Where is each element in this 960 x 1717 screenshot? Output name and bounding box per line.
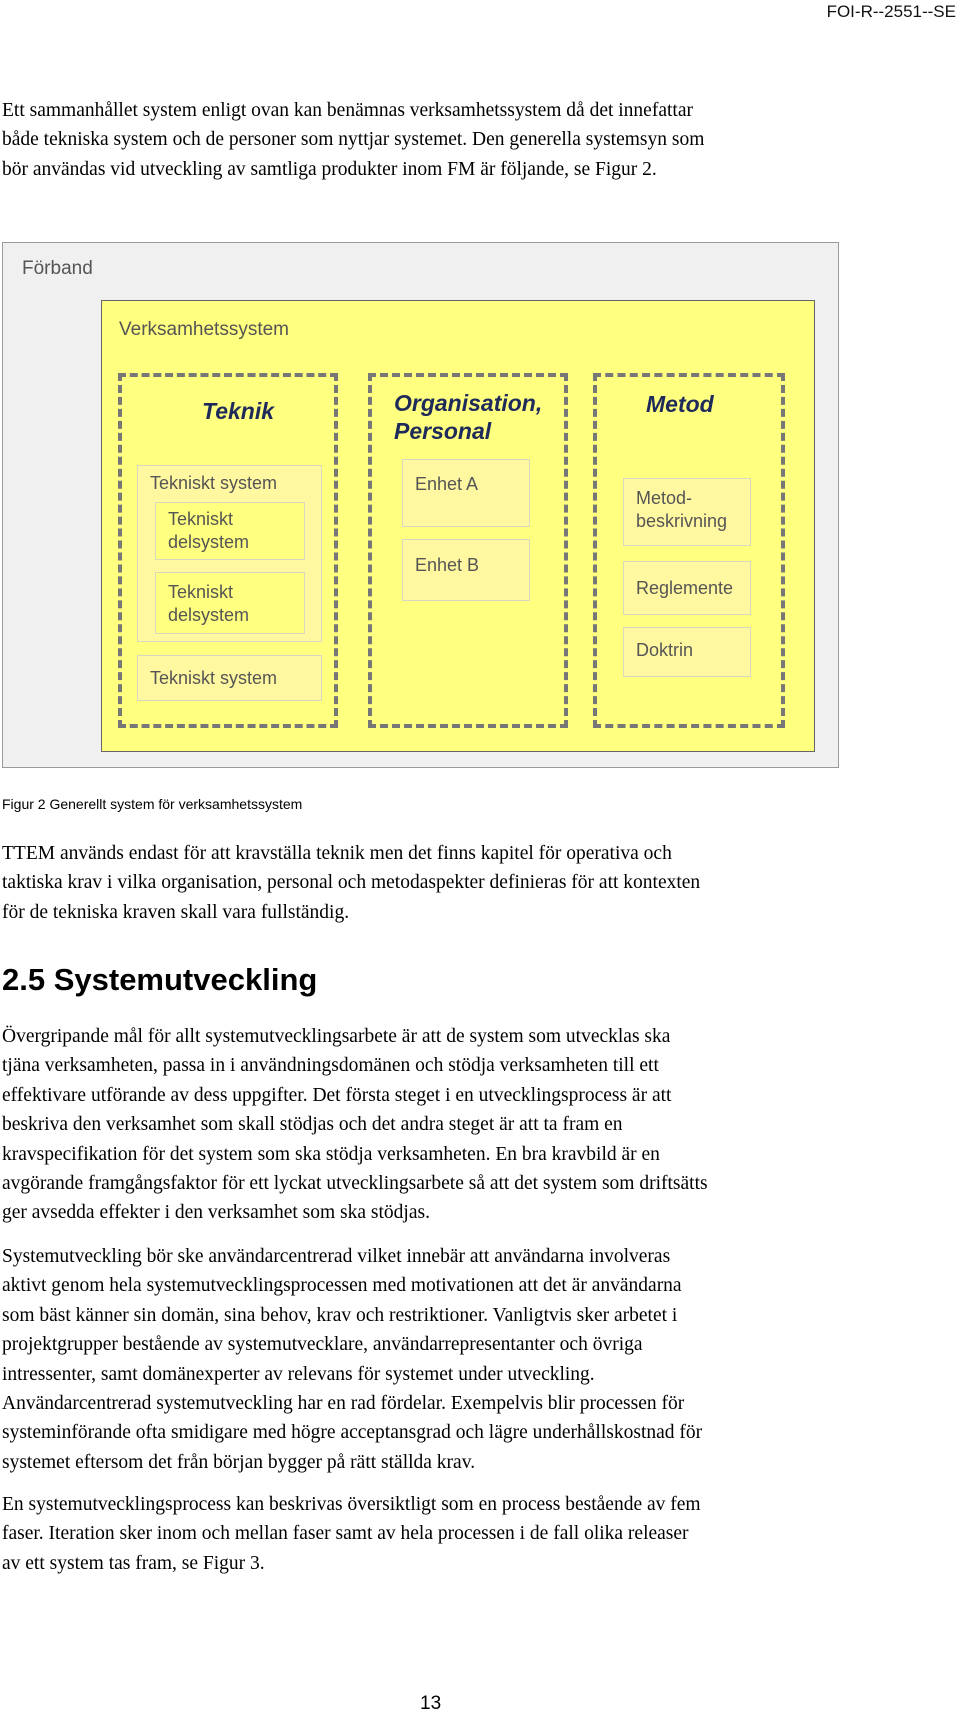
tekniskt-system-label: Tekniskt system bbox=[150, 473, 278, 493]
text-line: En systemutvecklingsprocess kan beskrivas översiktligt som en process bestående av fem bbox=[2, 1494, 701, 1515]
text-line: intressenter, samt domänexperter av relevans för systemet under utveckling. bbox=[2, 1363, 595, 1385]
text-line: Ett sammanhållet system enligt ovan kan benämnas verksamhetssystem då det innefattar bbox=[2, 100, 693, 121]
organisation-title-line: Personal bbox=[394, 418, 492, 444]
metodbeskrivning-line: Metod- bbox=[636, 488, 693, 508]
text-line: beskriva den verksamhet som skall stödjas och det andra steget är att ta fram en bbox=[2, 1114, 623, 1136]
text-line: aktivt genom hela systemutvecklingsprocessen med motivationen att det är användarna bbox=[2, 1275, 682, 1297]
text-line: ger avsedda effekter i den verksamhet som ska stödjas. bbox=[2, 1202, 430, 1224]
organisation-column bbox=[368, 373, 568, 728]
verksamhetssystem-box bbox=[101, 300, 815, 752]
text-line: som bäst känner sin domän, sina behov, krav och restriktioner. Vanligtvis sker arbetet i bbox=[2, 1304, 678, 1326]
subsystem-line: delsystem bbox=[168, 605, 250, 625]
text-line: systeminförande ofta smidigare med högre acceptansgrad och lägre underhållskostnad för bbox=[2, 1422, 703, 1444]
system-figure bbox=[2, 242, 839, 768]
enhet-b-label: Enhet B bbox=[415, 555, 480, 575]
text-line: Systemutveckling bör ske användarcentrerad vilket innebär att användarna involveras bbox=[2, 1246, 671, 1267]
text-line: avgörande framgångsfaktor för ett lyckat utvecklingsarbete så att det system som driftsätts bbox=[2, 1173, 708, 1195]
text-line: både tekniska system och de personer som nyttjar systemet. Den generella systemsyn som bbox=[2, 129, 705, 151]
text-line: av ett system tas fram, se Figur 3. bbox=[2, 1552, 265, 1574]
paragraph-goals bbox=[2, 1022, 872, 1228]
paragraph-process bbox=[2, 1490, 872, 1578]
text-line: effektivare utförande av dess uppgifter. Det första steget i en utvecklingsprocess är att bbox=[2, 1084, 672, 1106]
enhet-b-box bbox=[402, 539, 530, 601]
text-line: TTEM används endast för att kravställa teknik men det finns kapitel för operativa och bbox=[2, 843, 672, 864]
tekniskt-system-box bbox=[137, 655, 322, 701]
intro-paragraph bbox=[2, 96, 872, 184]
enhet-a-box bbox=[402, 459, 530, 527]
reglemente-label: Reglemente bbox=[636, 578, 734, 598]
doktrin-label: Doktrin bbox=[636, 640, 694, 660]
text-line: bör användas vid utveckling av samtliga produkter inom FM är följande, se Figur 2. bbox=[2, 158, 657, 180]
organisation-title bbox=[394, 389, 542, 445]
page-number: 13 bbox=[420, 1693, 442, 1714]
subsystem-line: delsystem bbox=[168, 532, 250, 552]
verksamhetssystem-label: Verksamhetssystem bbox=[119, 319, 289, 340]
text-line: projektgrupper bestående av systemutvecklare, användarrepresentanter och övriga bbox=[2, 1334, 643, 1356]
text-line: kravspecifikation för det system som ska stödja verksamheten. En bra kravbild är en bbox=[2, 1143, 660, 1165]
teknik-column bbox=[118, 373, 338, 728]
document-id: FOI-R--2551--SE bbox=[826, 2, 956, 21]
enhet-a-label: Enhet A bbox=[415, 474, 479, 494]
tekniskt-system-group bbox=[137, 465, 322, 642]
ttem-paragraph bbox=[2, 839, 872, 927]
metod-title: Metod bbox=[646, 391, 714, 417]
subsystem-line: Tekniskt bbox=[168, 509, 234, 529]
metodbeskrivning-box bbox=[623, 478, 751, 546]
reglemente-box bbox=[623, 561, 751, 615]
tekniskt-system-single-label: Tekniskt system bbox=[150, 668, 278, 688]
text-line: faser. Iteration sker inom och mellan faser samt av hela processen i de fall olika releaser bbox=[2, 1523, 689, 1545]
paragraph-user-centered bbox=[2, 1242, 872, 1477]
text-line: taktiska krav i vilka organisation, personal och metodaspekter definieras för att kontexten bbox=[2, 872, 701, 894]
subsystem-line: Tekniskt bbox=[168, 582, 234, 602]
text-line: systemet eftersom det från början bygger på rätt ställda krav. bbox=[2, 1451, 476, 1473]
text-line: Användarcentrerad systemutveckling har en rad fördelar. Exempelvis blir processen för bbox=[2, 1393, 685, 1415]
text-line: Övergripande mål för allt systemutvecklingsarbete är att de system som utvecklas ska bbox=[2, 1026, 671, 1047]
forband-label: Förband bbox=[22, 258, 93, 279]
tekniskt-delsystem-box bbox=[155, 572, 305, 634]
doktrin-box bbox=[623, 627, 751, 677]
metodbeskrivning-line: beskrivning bbox=[636, 511, 728, 531]
figure-caption: Figur 2 Generellt system för verksamhetssystem bbox=[2, 796, 303, 812]
teknik-title: Teknik bbox=[202, 398, 275, 424]
organisation-title-line: Organisation, bbox=[394, 390, 543, 416]
text-line: för de tekniska kraven skall vara fullständig. bbox=[2, 901, 350, 923]
metod-column bbox=[593, 373, 785, 728]
text-line: tjäna verksamheten, passa in i användningsdomänen och stödja verksamheten till ett bbox=[2, 1055, 659, 1077]
section-heading: 2.5 Systemutveckling bbox=[2, 962, 318, 997]
tekniskt-delsystem-box bbox=[155, 502, 305, 560]
